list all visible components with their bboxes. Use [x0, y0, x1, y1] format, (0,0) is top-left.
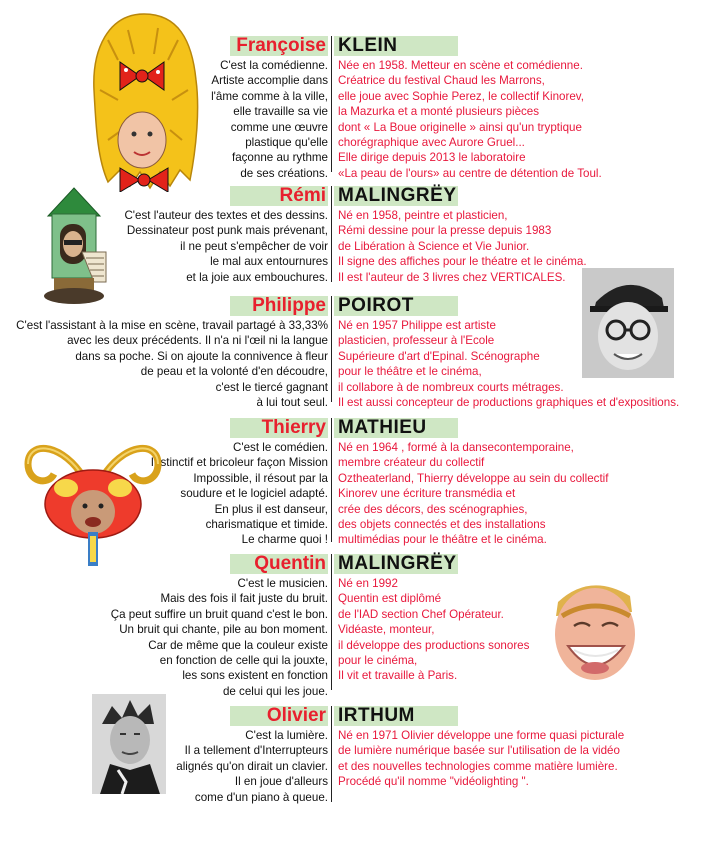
bio-right [338, 576, 529, 684]
last-name: MATHIEU [338, 417, 427, 438]
bio-right-line: Né en 1964 , formé à la dansecontemporaine, [338, 441, 574, 454]
divider-rule [331, 186, 332, 282]
bio-left-line: comme une œuvre [230, 120, 328, 134]
bio-right-line: multimédias pour le théâtre et le cinéma. [338, 533, 547, 547]
bio-left-line: Car de même que la couleur existe [148, 638, 328, 652]
bio-right-line: Vidéaste, monteur, [338, 623, 435, 637]
bio-left-line: il ne peut s'empêcher de voir [180, 239, 328, 253]
bio-left-line: Il a tellement d'Interrupteurs [184, 744, 328, 758]
bio-left-line: avec les deux précédents. Il n'a ni l'œil ni la langue [67, 334, 328, 348]
bio-left-line: façonne au rythme [231, 151, 328, 165]
bio-right-line: pour le théâtre et le cinéma, [338, 365, 482, 379]
bio-right-line: Procédé qu'il nomme "vidéolighting ". [338, 775, 529, 789]
house-portrait-icon [36, 182, 114, 310]
bio-left [124, 208, 328, 285]
bio-right-line: «La peau de l'ours» au centre de détention de Toul. [338, 166, 602, 180]
bio-right [338, 440, 608, 548]
first-name: Françoise [236, 35, 326, 56]
bio-left-line: dans sa poche. Si on ajoute la connivence à fleur [75, 349, 328, 363]
first-name: Olivier [266, 705, 326, 726]
bio-right-line: Quentin est diplômé [338, 592, 442, 606]
bio-left-line: Mais des fois il fait juste du bruit. [160, 592, 328, 606]
bio-left-line: Dessinateur post punk mais prévenant, [126, 224, 328, 238]
bio-left-line: Un bruit qui chante, pile au bon moment. [119, 623, 328, 637]
bio-right-line: elle joue avec Sophie Perez, le collectif Kinorev, [338, 89, 584, 103]
divider-rule [331, 418, 332, 542]
bio-left [151, 440, 328, 548]
bio-right-line: la Mazurka et a monté plusieurs pièces [338, 105, 540, 119]
bio-right-line: Né en 1958, peintre et plasticien, [338, 209, 508, 222]
bio-left-line: c'est le tiercé gagnant [215, 380, 328, 394]
bio-right-line: membre créateur du collectif [338, 456, 485, 470]
bio-left-line: de ses créations. [240, 166, 328, 180]
bio-right-line: de lumière numérique basée sur l'utilisation de la vidéo [338, 744, 620, 758]
bio-right-line: Il est l'auteur de 3 livres chez VERTICALES. [338, 270, 566, 284]
bio-left-line: C'est l'assistant à la mise en scène, travail partagé à 33,33% [16, 319, 328, 332]
last-name: KLEIN [338, 35, 398, 56]
bio-left-line: à lui tout seul. [256, 396, 328, 410]
bio-right-line: pour le cinéma, [338, 654, 418, 668]
bio-right-line: Oztheaterland, Thierry développe au sein du collectif [338, 471, 609, 485]
divider-rule [331, 296, 332, 402]
bio-left-line: C'est la comédienne. [220, 59, 328, 72]
last-name: POIROT [338, 295, 414, 316]
bio-right-line: Née en 1958. Metteur en scène et comédienne. [338, 59, 583, 72]
bio-right-line: dont « La Boue originelle » ainsi qu'un tryptique [338, 120, 582, 134]
bio-right-line: Né en 1992 [338, 577, 398, 590]
bio-right-line: Créatrice du festival Chaud les Marrons, [338, 74, 545, 88]
bio-left-line: en fonction de celle qui la jouxte, [159, 654, 328, 668]
bio-left-line: C'est l'auteur des textes et des dessins. [124, 209, 328, 222]
last-name: MALINGRËY [338, 185, 457, 206]
first-name: Philippe [252, 295, 326, 316]
bio-right-line: chorégraphique avec Aurore Gruel... [338, 136, 525, 150]
bio-left-line: soudure et le logiciel adapté. [180, 487, 328, 501]
bio-right-line: Il est aussi concepteur de productions graphiques et d'expositions. [338, 396, 680, 410]
bio-left [111, 576, 328, 699]
bio-left [211, 58, 328, 181]
last-name: IRTHUM [338, 705, 415, 726]
bio-right-line: Kinorev une écriture transmédia et [338, 487, 516, 501]
bio-left-line: et la joie aux embouchures. [186, 270, 328, 284]
bio-right-line: des objets connectés et des installations [338, 518, 546, 532]
bio-left-line: plastique qu'elle [245, 136, 328, 150]
bio-left-line: elle travaille sa vie [233, 105, 328, 119]
photo-portrait-icon [582, 268, 674, 378]
bio-left-line: Le charme quoi ! [241, 533, 328, 547]
bio-left-line: Instinctif et bricoleur façon Mission [150, 456, 328, 470]
bio-left-line: C'est le musicien. [237, 577, 328, 590]
bio-right [338, 208, 587, 285]
bio-right-line: Supérieure d'art d'Epinal. Scénographe [338, 349, 540, 363]
bio-left-line: charismatique et timide. [205, 518, 328, 532]
first-name: Rémi [279, 185, 326, 206]
bio-right-line: Né en 1971 Olivier développe une forme quasi picturale [338, 729, 625, 742]
bio-left-line: C'est la lumière. [245, 729, 328, 742]
last-name: MALINGRËY [338, 553, 457, 574]
bio-right [338, 728, 624, 790]
bio-right-line: Il vit et travaille à Paris. [338, 669, 458, 683]
bio-left-line: les sons existent en fonction [182, 669, 328, 683]
first-name: Thierry [261, 417, 326, 438]
photo-portrait-icon [92, 694, 166, 794]
bio-left-line: En plus il est danseur, [214, 502, 328, 516]
divider-rule [331, 554, 332, 690]
bio-right-line: plasticien, professeur à l'Ecole [338, 334, 495, 348]
bio-right-line: et des nouvelles technologies comme matière lumière. [338, 759, 618, 773]
mask-portrait-icon [78, 10, 210, 192]
bio-right-line: il collabore à de nombreux courts métrages. [338, 380, 564, 394]
bio-right-line: de Libération à Science et Vie Junior. [338, 239, 530, 253]
bio-left-line: C'est le comédien. [232, 441, 328, 454]
insect-portrait-icon [18, 412, 168, 572]
bio-right-line: Elle dirige depuis 2013 le laboratoire [338, 151, 526, 165]
bio-left-line: alignés qu'on dirait un clavier. [176, 759, 328, 773]
bio-left [176, 728, 328, 805]
bio-right-line: il développe des productions sonores [338, 638, 530, 652]
bio-right-line: Né en 1957 Philippe est artiste [338, 319, 496, 332]
bio-left-line: Artiste accomplie dans [211, 74, 328, 88]
divider-rule [331, 36, 332, 172]
bio-right-line: de l'IAD section Chef Opérateur. [338, 607, 504, 621]
bio-right-line: crée des décors, des scénographies, [338, 502, 528, 516]
bio-left-line: Impossible, il résout par la [193, 471, 328, 485]
first-name: Quentin [254, 553, 326, 574]
bio-left-line: l'âme comme à la ville, [211, 89, 328, 103]
divider-rule [331, 706, 332, 802]
bio-right-line: Il signe des affiches pour le théatre et le cinéma. [338, 255, 587, 269]
bio-left-line: Ça peut suffire un bruit quand c'est le bon. [110, 607, 328, 621]
bio-right-line: Rémi dessine pour la presse depuis 1983 [338, 224, 552, 238]
bio-left-line: Il en joue d'alleurs [234, 775, 328, 789]
bio-left-line: de celui qui les joue. [222, 684, 328, 698]
bio-left-line: de peau et la volonté d'en découdre, [140, 365, 328, 379]
bio-left-line: come d'un piano à queue. [194, 790, 328, 804]
bio-left-line: le mal aux entournures [210, 255, 328, 269]
bio-right [338, 58, 602, 181]
bio-left [16, 318, 328, 410]
photo-portrait-icon [540, 572, 650, 684]
